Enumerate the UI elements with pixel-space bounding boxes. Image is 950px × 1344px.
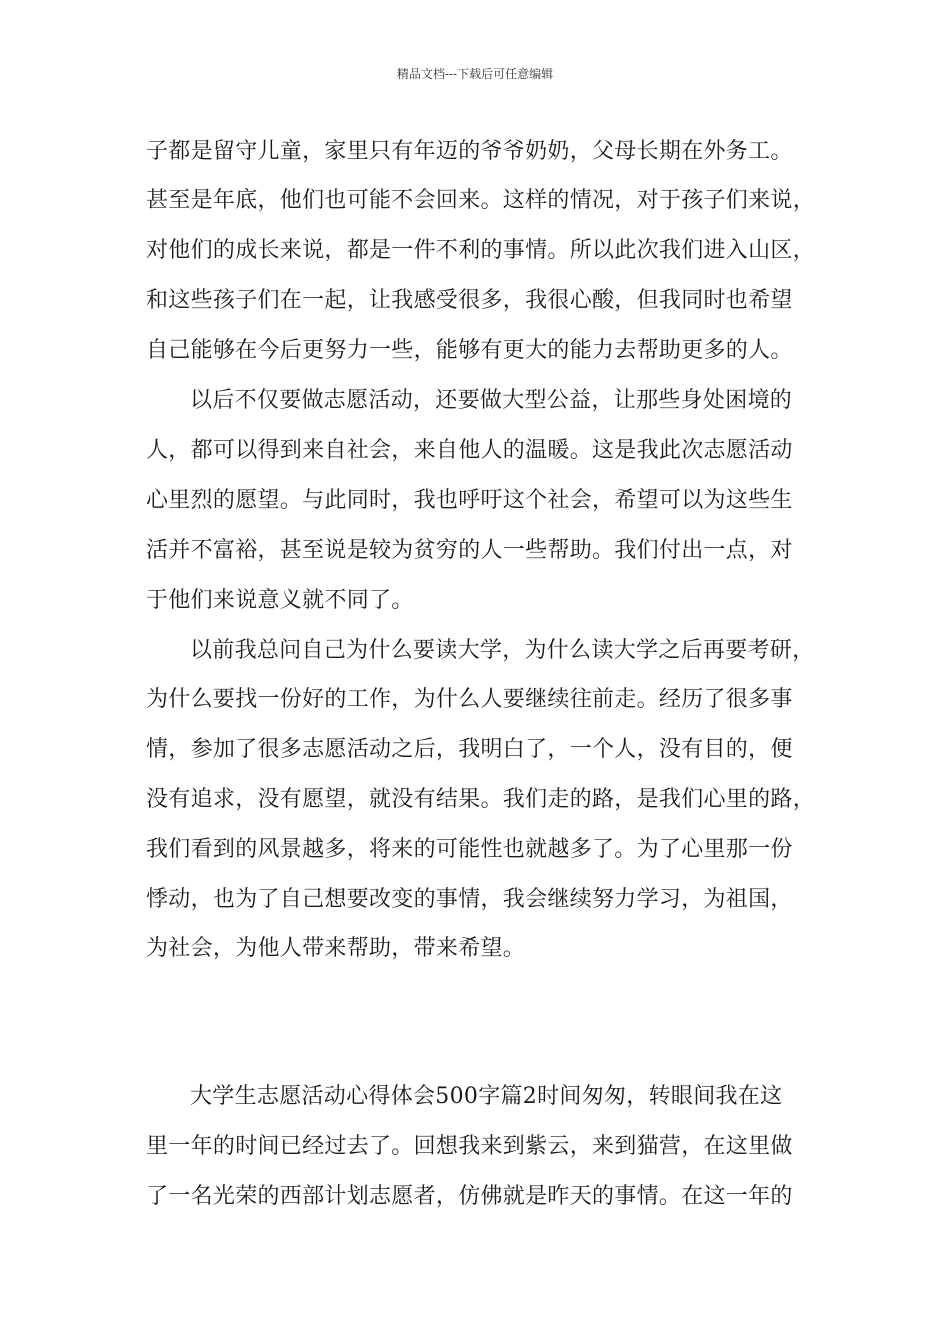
- text-line: 里一年的时间已经过去了。回想我来到紫云，来到猫营，在这里做: [146, 1134, 793, 1159]
- paragraph-start-line: 以后不仅要做志愿活动，还要做大型公益，让那些身处困境的: [190, 388, 793, 413]
- paragraph-start-line: 大学生志愿活动心得体会500字篇2时间匆匆，转眼间我在这: [190, 1084, 783, 1109]
- text-line: 和这些孩子们在一起，让我感受很多，我很心酸，但我同时也希望: [146, 288, 793, 313]
- text-line: 情，参加了很多志愿活动之后，我明白了，一个人，没有目的，便: [146, 737, 793, 762]
- text-line: 了一名光荣的西部计划志愿者，仿佛就是昨天的事情。在这一年的: [146, 1184, 793, 1209]
- text-line: 自己能够在今后更努力一些，能够有更大的能力去帮助更多的人。: [146, 338, 793, 363]
- text-line: 为社会，为他人带来帮助，带来希望。: [146, 936, 526, 961]
- text-line: 我们看到的风景越多，将来的可能性也就越多了。为了心里那一份: [146, 837, 793, 862]
- text-line: 对他们的成长来说，都是一件不利的事情。所以此次我们进入山区，: [146, 238, 816, 263]
- text-line: 为什么要找一份好的工作，为什么人要继续往前走。经历了很多事: [146, 687, 793, 712]
- text-line: 甚至是年底，他们也可能不会回来。这样的情况，对于孩子们来说，: [146, 188, 816, 213]
- text-line: 心里烈的愿望。与此同时，我也呼吁这个社会，希望可以为这些生: [146, 488, 793, 513]
- text-line: 没有追求，没有愿望，就没有结果。我们走的路，是我们心里的路，: [146, 787, 816, 812]
- text-line: 子都是留守儿童，家里只有年迈的爷爷奶奶，父母长期在外务工。: [146, 139, 793, 164]
- text-line: 于他们来说意义就不同了。: [146, 588, 414, 613]
- paragraph-start-line: 以前我总问自己为什么要读大学，为什么读大学之后再要考研，: [190, 638, 815, 663]
- text-line: 悸动，也为了自己想要改变的事情，我会继续努力学习，为祖国，: [146, 887, 793, 912]
- text-line: 人，都可以得到来自社会，来自他人的温暖。这是我此次志愿活动: [146, 438, 793, 463]
- page-header: 精品文档---下载后可任意编辑: [396, 67, 554, 81]
- text-line: 活并不富裕，甚至说是较为贫穷的人一些帮助。我们付出一点，对: [146, 538, 793, 563]
